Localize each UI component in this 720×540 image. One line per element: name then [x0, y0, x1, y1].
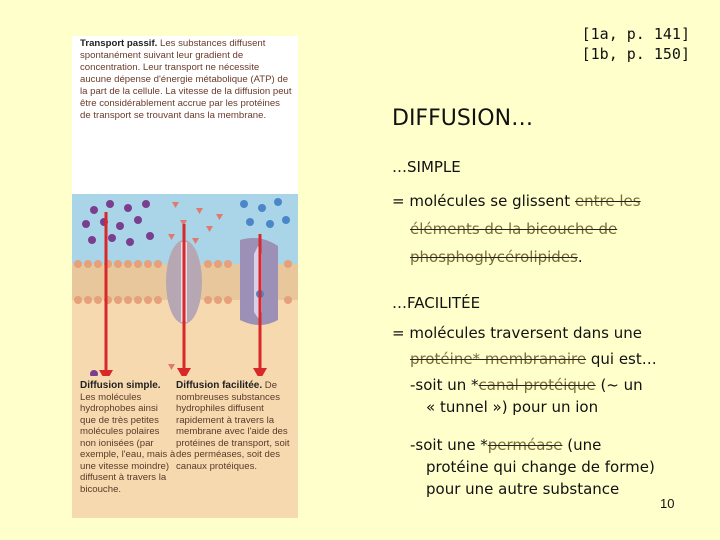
simple-definition-line3	[410, 246, 583, 268]
channel-suffix: (~ un	[595, 376, 643, 394]
facilitated-definition-line1: = molécules traversent dans une	[392, 324, 643, 342]
simple-def-struck-3: phosphoglycérolipides	[410, 248, 578, 266]
facilitated-label: …FACILITÉE	[392, 294, 481, 312]
simple-def-period: .	[577, 248, 583, 266]
membrane-protein-term: protéine* membranaire	[410, 350, 587, 368]
simple-diffusion-heading: Diffusion simple.	[80, 380, 161, 391]
page-number: 10	[660, 496, 675, 511]
simple-label: …SIMPLE	[392, 158, 461, 176]
channel-prefix: -soit un *	[410, 376, 479, 394]
figure-intro-heading: Transport passif.	[80, 38, 158, 49]
permease-line2: protéine qui change de forme)	[426, 458, 655, 476]
permease-suffix: (une	[562, 436, 602, 454]
permease-line1	[410, 434, 601, 456]
channel-line2: « tunnel ») pour un ion	[426, 398, 599, 416]
simple-diffusion-caption	[80, 380, 176, 495]
facilitated-diffusion-text: De nombreuses substances hydrophiles diffusent rapidement à travers la membrane avec l'aide des protéines de transport, soit des perméases, soit des canaux protéiques.	[176, 380, 290, 472]
permease-prefix: -soit une *	[410, 436, 488, 454]
diffusion-figure	[72, 36, 298, 518]
simple-definition-line1	[392, 190, 641, 212]
fac-line2-rest: qui est…	[586, 350, 657, 368]
facilitated-diffusion-caption	[176, 380, 296, 472]
simple-def-struck-1: entre les	[574, 192, 641, 210]
figure-captions	[72, 376, 298, 518]
simple-diffusion-text: Les molécules hydrophobes ainsi que de très petites molécules polaires non ionisées (par exemple, l'eau, mais à une vitesse moindre) diffusent à travers la bicouche.	[80, 391, 176, 495]
permease-line3: pour une autre substance	[426, 480, 620, 498]
slide-title: DIFFUSION…	[392, 106, 534, 131]
figure-intro-body: Les substances diffusent spontanément suivant leur gradient de concentration. Leur transport ne nécessite aucune dépense d'énergie métabolique (ATP) de la part de la cellule. La vitesse de la diffusion peut être considérablement accrue par les protéines de transport se trouvant dans la membrane.	[80, 38, 292, 121]
figure-intro-text	[80, 38, 292, 122]
channel-line1	[410, 374, 643, 396]
reference-1a: [1a, p. 141]	[581, 25, 690, 43]
channel-term: canal protéique	[478, 376, 596, 394]
references	[582, 24, 690, 64]
simple-def-struck-2: éléments de la bicouche de	[410, 220, 618, 238]
facilitated-diffusion-heading: Diffusion facilitée.	[176, 380, 263, 391]
simple-def-text: = molécules se glissent	[392, 192, 575, 210]
facilitated-definition-line2	[410, 348, 657, 370]
simple-definition-line2	[410, 218, 617, 240]
permease-term: perméase	[487, 436, 563, 454]
reference-1b: [1b, p. 150]	[581, 45, 690, 63]
